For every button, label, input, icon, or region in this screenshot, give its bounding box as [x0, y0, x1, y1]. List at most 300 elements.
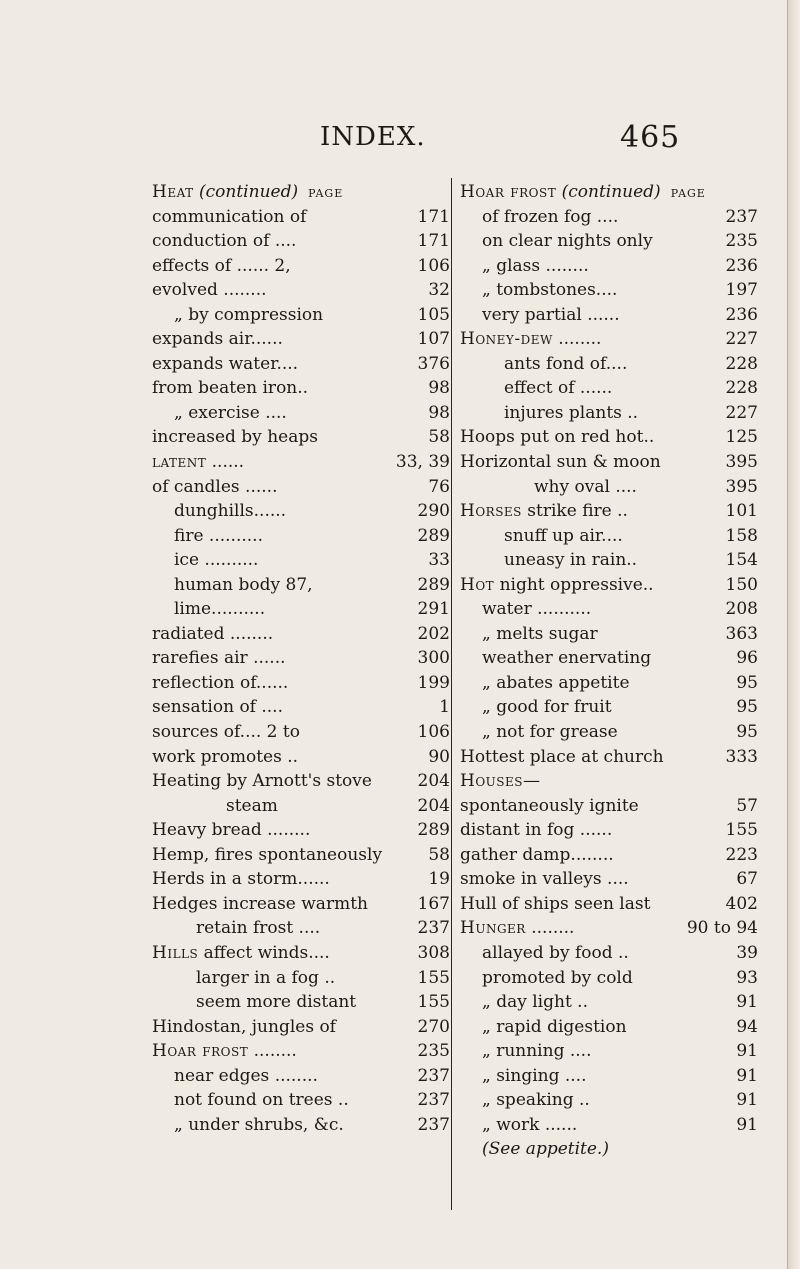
entry-label: retain frost ....: [196, 918, 321, 939]
page-header: [320, 122, 700, 162]
entry-text: [152, 450, 244, 475]
entry-label: rarefies air ......: [152, 648, 286, 669]
index-entry: [152, 303, 452, 328]
entry-label: communication of: [152, 206, 307, 227]
entry-label: increased by heaps: [152, 427, 318, 448]
entry-label: conduction of ....: [152, 231, 297, 252]
index-entry: [460, 425, 760, 450]
entry-label: ........: [552, 329, 602, 350]
entry-text: [196, 916, 320, 941]
entry-label: radiated ........: [152, 623, 274, 644]
index-entry: [152, 425, 452, 450]
entry-text: [482, 990, 588, 1015]
entry-text: [460, 450, 661, 475]
index-entry: [152, 548, 452, 573]
index-entry: [460, 180, 760, 205]
index-entry: [460, 327, 760, 352]
entry-page-ref: 96: [736, 648, 758, 669]
entry-page-ref: 154: [725, 550, 758, 571]
entry-label: Hottest place at church: [460, 746, 664, 767]
entry-text: [482, 671, 630, 696]
entry-page-ref: 227: [725, 329, 758, 350]
index-entry: [152, 941, 452, 966]
index-entry: [152, 892, 452, 917]
entry-text: [482, 941, 629, 966]
index-entry: [460, 205, 760, 230]
index-entry: [460, 622, 760, 647]
entry-text: [152, 867, 330, 892]
entry-label: Herds in a storm......: [152, 869, 330, 890]
entry-label: weather enervating: [482, 648, 652, 669]
entry-page-ref: 235: [725, 231, 758, 252]
entry-text: [174, 597, 265, 622]
entry-text: [152, 769, 372, 794]
entry-text: [152, 720, 300, 745]
entry-page-ref: 308: [417, 942, 450, 963]
entry-text: [460, 818, 612, 843]
index-entry: [460, 745, 760, 770]
entry-text: [152, 1015, 336, 1040]
entry-heading: Hot: [460, 574, 495, 595]
entry-page-ref: 155: [417, 992, 450, 1013]
entry-label: night oppressive..: [494, 574, 654, 595]
entry-label: sensation of ....: [152, 697, 283, 718]
entry-text: [152, 695, 283, 720]
entry-label: Heating by Arnott's stove: [152, 771, 372, 792]
entry-text: [152, 425, 318, 450]
entry-page-ref: 237: [417, 918, 450, 939]
entry-label: larger in a fog ..: [196, 967, 336, 988]
entry-label: seem more distant: [196, 992, 357, 1013]
entry-page-ref: 58: [428, 844, 450, 865]
index-entry: [460, 352, 760, 377]
index-entry: [460, 254, 760, 279]
entry-label: ........: [248, 1041, 297, 1062]
entry-page-ref: 158: [725, 525, 758, 546]
entry-text: [460, 327, 601, 352]
entry-text: [482, 278, 617, 303]
entry-label: „ good for fruit: [482, 697, 612, 718]
entry-text: [460, 499, 628, 524]
index-entry: [460, 720, 760, 745]
page-number: 465: [620, 120, 681, 155]
entry-label: dunghills......: [174, 501, 287, 522]
index-entry: [152, 278, 452, 303]
entry-label: effect of ......: [504, 378, 613, 399]
entry-text: [152, 352, 298, 377]
index-entry: [152, 818, 452, 843]
entry-text: [152, 327, 283, 352]
entry-heading: Honey-dew: [460, 329, 553, 350]
entry-text: [174, 573, 313, 598]
entry-label: injures plants ..: [504, 402, 639, 423]
entry-label: ants fond of....: [504, 353, 628, 374]
entry-text: [460, 180, 706, 207]
entry-label: „ speaking ..: [482, 1090, 590, 1111]
entry-page-ref: 125: [725, 427, 758, 448]
entry-label: ice ..........: [174, 550, 259, 571]
index-entry: [152, 867, 452, 892]
index-entry: [152, 1064, 452, 1089]
entry-text: [460, 769, 540, 794]
entry-label: very partial ......: [482, 304, 620, 325]
index-entry: [460, 597, 760, 622]
index-entry: [460, 843, 760, 868]
entry-page-ref: 95: [736, 672, 758, 693]
entry-label: spontaneously ignite: [460, 795, 639, 816]
entry-text: [152, 475, 277, 500]
index-entry: [460, 475, 760, 500]
entry-text: [174, 524, 263, 549]
index-entry: [460, 1088, 760, 1113]
entry-text: [460, 794, 639, 819]
entry-text: [174, 303, 323, 328]
entry-text: [152, 1039, 297, 1064]
entry-page-ref: 94: [736, 1016, 758, 1037]
entry-label: distant in fog ......: [460, 820, 613, 841]
entry-text: [482, 303, 620, 328]
index-entry: [152, 745, 452, 770]
entry-label: effects of ...... 2,: [152, 255, 291, 276]
entry-label: affect winds....: [198, 942, 330, 963]
entry-text: [152, 892, 368, 917]
entry-text: [460, 892, 650, 917]
entry-page-ref: 107: [417, 329, 450, 350]
entry-text: [460, 843, 614, 868]
entry-label: „ day light ..: [482, 992, 588, 1013]
entry-text: [482, 1015, 627, 1040]
entry-label: near edges ........: [174, 1065, 318, 1086]
index-entry: [460, 646, 760, 671]
entry-text: [482, 1039, 591, 1064]
entry-text: [482, 229, 653, 254]
index-entry: [152, 205, 452, 230]
entry-text: [152, 180, 343, 207]
entry-label: on clear nights only: [482, 231, 653, 252]
entry-page-ref: 204: [417, 771, 450, 792]
index-entry: [152, 1039, 452, 1064]
entry-page-ref: 202: [417, 623, 450, 644]
index-entry: [152, 916, 452, 941]
entry-text: [174, 499, 286, 524]
entry-page-ref: 155: [417, 967, 450, 988]
entry-page-ref: 95: [736, 722, 758, 743]
entry-label: expands water....: [152, 353, 299, 374]
entry-label: „ running ....: [482, 1041, 592, 1062]
entry-text: [152, 745, 298, 770]
entry-page-ref: 208: [725, 599, 758, 620]
entry-page-ref: 237: [417, 1090, 450, 1111]
entry-page-ref: 90 to 94: [686, 918, 758, 939]
entry-text: [174, 1088, 349, 1113]
entry-page-ref: 237: [417, 1065, 450, 1086]
index-entry: [460, 1015, 760, 1040]
entry-page-ref: 33: [428, 550, 450, 571]
entry-label: strike fire ..: [521, 501, 628, 522]
entry-label: „ glass ........: [482, 255, 589, 276]
entry-label: „ tombstones....: [482, 280, 618, 301]
index-entry: [460, 794, 760, 819]
entry-text: [482, 646, 651, 671]
entry-text: [152, 818, 310, 843]
index-entry: [460, 769, 760, 794]
entry-heading: Hunger: [460, 918, 526, 939]
index-entry: [152, 622, 452, 647]
entry-page-ref: 333: [725, 746, 758, 767]
entry-page-ref: 101: [725, 501, 758, 522]
index-entry: [152, 376, 452, 401]
entry-text: [482, 597, 591, 622]
entry-page-ref: 237: [417, 1114, 450, 1135]
index-entry: [460, 524, 760, 549]
entry-label: Hull of ships seen last: [460, 893, 651, 914]
entry-page-ref: 167: [417, 893, 450, 914]
index-entry: [460, 671, 760, 696]
index-entry: [460, 1039, 760, 1064]
index-entry: [152, 499, 452, 524]
entry-page-ref: 95: [736, 697, 758, 718]
entry-text: [152, 843, 382, 868]
entry-text: [504, 548, 637, 573]
entry-label: sources of.... 2 to: [152, 722, 300, 743]
entry-text: [482, 1064, 587, 1089]
index-entry: [152, 524, 452, 549]
index-entry: [460, 548, 760, 573]
index-entry: [460, 1064, 760, 1089]
entry-page-ref: 90: [428, 746, 450, 767]
entry-label: „ rapid digestion: [482, 1016, 627, 1037]
entry-text: [174, 1113, 344, 1138]
entry-text: [152, 671, 288, 696]
entry-page-ref: 289: [417, 574, 450, 595]
entry-page-ref: 223: [725, 844, 758, 865]
entry-text: [152, 254, 291, 279]
index-entry: [152, 401, 452, 426]
entry-page-ref: 32: [428, 280, 450, 301]
entry-label: lime..........: [174, 599, 266, 620]
index-entry: [152, 1088, 452, 1113]
index-entry: [460, 892, 760, 917]
entry-label: Heavy bread ........: [152, 820, 311, 841]
entry-text: [152, 622, 273, 647]
entry-page-ref: 291: [417, 599, 450, 620]
entry-page-ref: 91: [736, 1065, 758, 1086]
page-edge: [787, 0, 800, 1269]
index-entry: [460, 278, 760, 303]
entry-label: „ singing ....: [482, 1065, 587, 1086]
entry-page-ref: 91: [736, 1041, 758, 1062]
entry-page-ref: 171: [417, 231, 450, 252]
index-entry: [152, 990, 452, 1015]
entry-heading: Hoar frost: [152, 1041, 249, 1062]
index-entry: [460, 573, 760, 598]
entry-page-ref: 67: [736, 869, 758, 890]
entry-label: (continued): [193, 182, 299, 202]
index-entry: [460, 916, 760, 941]
index-entry: [460, 818, 760, 843]
index-entry: [152, 646, 452, 671]
entry-page-ref: 150: [725, 574, 758, 595]
entry-text: [174, 1064, 318, 1089]
entry-text: [152, 646, 286, 671]
index-entry: [152, 327, 452, 352]
entry-label: „ abates appetite: [482, 672, 630, 693]
index-entry: [152, 1113, 452, 1138]
index-entry: [460, 941, 760, 966]
entry-text: [152, 941, 330, 966]
entry-label: not found on trees ..: [174, 1090, 349, 1111]
entry-heading: Hoar frost: [460, 182, 557, 202]
entry-heading: Horses: [460, 501, 522, 522]
entry-text: [152, 376, 308, 401]
entry-text: [460, 867, 629, 892]
entry-label: Hedges increase warmth: [152, 893, 368, 914]
entry-label: Hoops put on red hot..: [460, 427, 655, 448]
entry-page-ref: 39: [736, 942, 758, 963]
entry-page-ref: 236: [725, 255, 758, 276]
entry-label: gather damp........: [460, 844, 614, 865]
index-entry: [152, 794, 452, 819]
entry-page-ref: 270: [417, 1016, 450, 1037]
entry-page-ref: 289: [417, 820, 450, 841]
entry-label: from beaten iron..: [152, 378, 309, 399]
index-entry: [152, 1015, 452, 1040]
index-entry: [152, 573, 452, 598]
entry-label: uneasy in rain..: [504, 550, 638, 571]
entry-label: water ..........: [482, 599, 592, 620]
entry-text: [226, 794, 278, 819]
entry-label: „ by compression: [174, 304, 324, 325]
index-entry: [460, 401, 760, 426]
index-entry: [460, 303, 760, 328]
index-entry: [460, 695, 760, 720]
entry-page-ref: 106: [417, 255, 450, 276]
entry-page-ref: 155: [725, 820, 758, 841]
index-entry: [460, 499, 760, 524]
index-entry: [152, 597, 452, 622]
entry-label: Hemp, fires spontaneously: [152, 844, 383, 865]
entry-text: [482, 622, 598, 647]
entry-page-ref: 228: [725, 378, 758, 399]
entry-page-ref: 76: [428, 476, 450, 497]
entry-page-ref: 402: [725, 893, 758, 914]
index-entry: [152, 671, 452, 696]
entry-page-ref: 57: [736, 795, 758, 816]
entry-page-ref: 171: [417, 206, 450, 227]
entry-text: [482, 720, 618, 745]
index-entry: [460, 966, 760, 991]
entry-label: fire ..........: [174, 525, 263, 546]
entry-text: [174, 548, 258, 573]
entry-text: [482, 1113, 577, 1138]
entry-label: ......: [206, 452, 245, 473]
entry-heading: Hills: [152, 942, 199, 963]
entry-page-ref: 235: [417, 1041, 450, 1062]
entry-heading: latent: [152, 452, 207, 473]
entry-text: [482, 1137, 609, 1162]
index-entry: [152, 843, 452, 868]
entry-text: [152, 229, 296, 254]
entry-page-ref: 204: [417, 795, 450, 816]
entry-label: „ work ......: [482, 1114, 578, 1135]
entry-label: work promotes ..: [152, 746, 299, 767]
index-entry: [152, 352, 452, 377]
entry-text: [460, 573, 654, 598]
index-entry: [152, 695, 452, 720]
entry-label: human body 87,: [174, 574, 313, 595]
entry-page-ref: 58: [428, 427, 450, 448]
index-entry: [152, 475, 452, 500]
entry-page-ref: 105: [417, 304, 450, 325]
entry-page-ref: 395: [725, 476, 758, 497]
index-entry: [460, 990, 760, 1015]
index-entry: [152, 450, 452, 475]
entry-label: smoke in valleys ....: [460, 869, 629, 890]
entry-label: reflection of......: [152, 672, 289, 693]
entry-text: [482, 205, 618, 230]
entry-page-ref: 197: [725, 280, 758, 301]
index-entry: [460, 1113, 760, 1138]
index-entry: [152, 180, 452, 205]
entry-page-ref: 93: [736, 967, 758, 988]
index-entry: [152, 769, 452, 794]
entry-label: snuff up air....: [504, 525, 623, 546]
entry-text: [482, 1088, 590, 1113]
entry-label: „ under shrubs, &c.: [174, 1114, 344, 1135]
entry-label: promoted by cold: [482, 967, 633, 988]
entry-text: [152, 205, 306, 230]
entry-text: [460, 745, 664, 770]
entry-text: [196, 990, 356, 1015]
entry-page-ref: 91: [736, 992, 758, 1013]
index-column-left: [152, 180, 452, 1137]
entry-page-ref: 376: [417, 353, 450, 374]
entry-page-ref: 1: [439, 697, 450, 718]
entry-page-ref: 395: [725, 452, 758, 473]
entry-label: Horizontal sun & moon: [460, 452, 661, 473]
entry-label: (continued): [556, 182, 661, 202]
entry-label: „ not for grease: [482, 722, 618, 743]
index-entry: [460, 376, 760, 401]
entry-text: [196, 966, 335, 991]
entry-text: [152, 278, 267, 303]
entry-page-ref: 290: [417, 501, 450, 522]
page-column-marker: PAGE: [308, 187, 344, 200]
entry-page-ref: 33, 39: [395, 452, 450, 473]
entry-page-ref: 228: [725, 353, 758, 374]
index-entry: [460, 1137, 760, 1162]
index-entry: [460, 450, 760, 475]
entry-label: evolved ........: [152, 280, 267, 301]
entry-label: of frozen fog ....: [482, 206, 619, 227]
page-column-marker: PAGE: [670, 187, 706, 200]
entry-text: [504, 401, 638, 426]
page-title: INDEX.: [320, 122, 426, 152]
entry-text: [460, 425, 654, 450]
entry-text: [460, 916, 574, 941]
entry-label: steam: [226, 795, 278, 816]
index-entry: [460, 867, 760, 892]
entry-label: of candles ......: [152, 476, 278, 497]
entry-page-ref: 19: [428, 869, 450, 890]
entry-page-ref: 98: [428, 402, 450, 423]
entry-text: [504, 376, 612, 401]
entry-text: [482, 254, 589, 279]
entry-text: [482, 695, 612, 720]
index-entry: [152, 229, 452, 254]
entry-label: allayed by food ..: [482, 942, 629, 963]
entry-page-ref: 91: [736, 1114, 758, 1135]
